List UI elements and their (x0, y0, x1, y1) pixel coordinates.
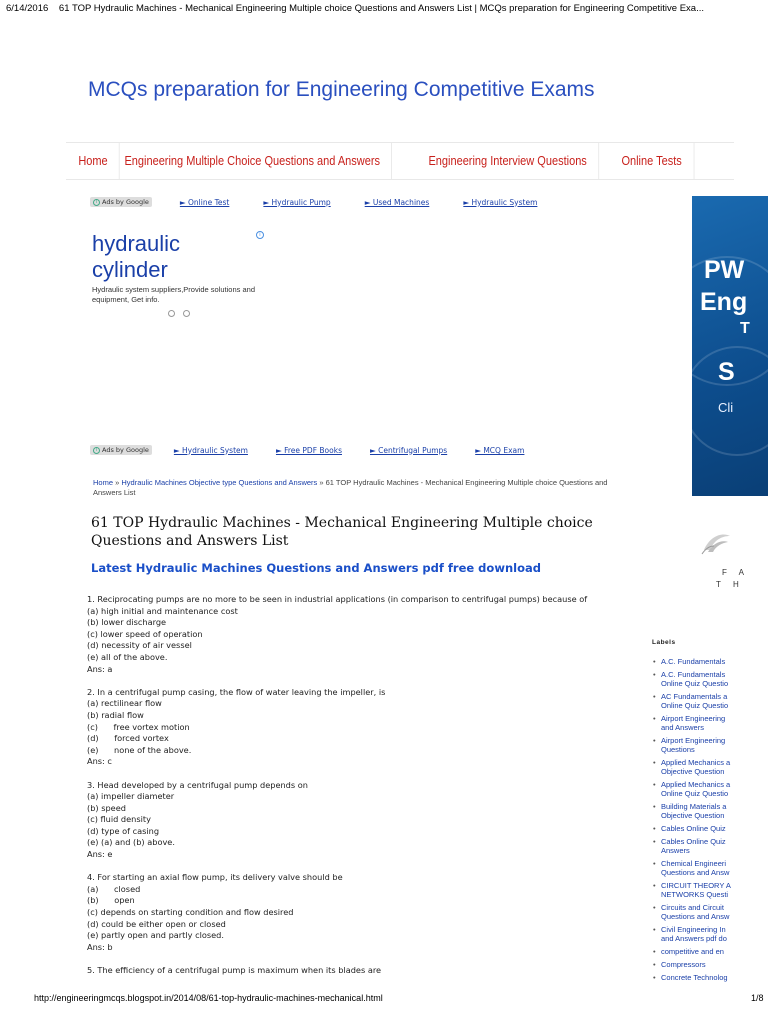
label-link[interactable]: • Airport Engineering and Answers (651, 714, 733, 732)
label-link[interactable]: • Applied Mechanics a Objective Question (651, 758, 733, 776)
ad-link[interactable]: ► Hydraulic Pump (263, 197, 331, 207)
option: (e) (a) and (b) above. (87, 837, 175, 848)
option: (e) none of the above. (87, 744, 192, 755)
ads-row-top (90, 196, 571, 208)
question-text: 5. The efficiency of a centrifugal pump is maximum when its blades are (87, 965, 382, 975)
ad-link[interactable]: ► Free PDF Books (275, 445, 342, 455)
labels-list (651, 657, 733, 986)
sidebar-banner-ad[interactable] (692, 196, 768, 496)
breadcrumb-current: 61 TOP Hydraulic Machines - Mechanical Engineering Multiple choice Questions and Answers List (93, 478, 608, 497)
ads-by-google-badge[interactable]: i Ads by Google (90, 445, 152, 455)
breadcrumb: Home » Hydraulic Machines Objective type Questions and Answers » 61 TOP Hydraulic Machines - Mechanical Engineering Multiple choice Questions and Answers List (93, 478, 608, 497)
nav-home[interactable]: Home (66, 143, 120, 179)
banner-text: T (740, 320, 750, 337)
print-page-title: 61 TOP Hydraulic Machines - Mechanical Engineering Multiple choice Questions and Answers List | MCQs preparation for Engineering Competitive Exa... (58, 3, 704, 14)
nav-engineering-mcq[interactable]: Engineering Multiple Choice Questions and Answers (113, 143, 392, 179)
banner-text: Eng (700, 288, 748, 316)
breadcrumb-home[interactable]: Home (93, 478, 114, 487)
option: (a) impeller diameter (87, 791, 175, 802)
question-text: 3. Head developed by a centrifugal pump depends on (87, 779, 308, 790)
carousel-dot[interactable] (168, 310, 175, 317)
option: (a) closed (87, 883, 141, 894)
ad-link[interactable]: ► MCQ Exam (475, 445, 525, 455)
option: (d) type of casing (87, 825, 160, 836)
adchoices-icon[interactable]: i (256, 231, 264, 239)
question-text: 4. For starting an axial flow pump, its delivery valve should be (87, 872, 343, 883)
question-block (87, 594, 617, 675)
question-text: 2. In a centrifugal pump casing, the flow of water leaving the impeller, is (87, 686, 386, 697)
option: (b) lower discharge (87, 617, 167, 628)
question-text: 1. Reciprocating pumps are no more to be seen in industrial applications (in comparison to centrifugal pumps) because of (87, 594, 588, 604)
label-link[interactable]: • Cables Online Quiz Answers (651, 837, 733, 855)
print-page-number: 1/8 (751, 993, 764, 1003)
option: (c) lower speed of operation (87, 628, 203, 639)
ad-carousel-dots (168, 310, 267, 317)
option: (d) necessity of air vessel (87, 640, 192, 651)
post-body (87, 594, 617, 977)
ad-link[interactable]: ► Hydraulic System (463, 197, 538, 207)
banner-text: S (718, 358, 735, 386)
post-title: 61 TOP Hydraulic Machines - Mechanical Engineering Multiple choice Questions and Answers List (91, 515, 593, 549)
answer: Ans: a (87, 663, 113, 674)
label-link[interactable]: • CIRCUIT THEORY A NETWORKS Questi (651, 881, 733, 899)
ad-title-line2[interactable]: cylinder (92, 257, 168, 282)
carousel-dot[interactable] (183, 310, 190, 317)
option: (b) open (87, 895, 135, 906)
ad-description: Hydraulic system suppliers,Provide solutions and equipment, Get info. (92, 285, 255, 304)
nav-online-tests[interactable]: Online Tests (610, 143, 694, 179)
option: (c) free vortex motion (87, 721, 190, 732)
option: (d) forced vortex (87, 733, 169, 744)
answer: Ans: e (87, 849, 113, 860)
ad-link[interactable]: ► Hydraulic System (173, 445, 248, 455)
option: (a) high initial and maintenance cost (87, 605, 238, 616)
option: (d) could be either open or closed (87, 918, 226, 929)
label-link[interactable]: • Compressors (651, 960, 733, 969)
ad-link[interactable]: ► Online Test (179, 197, 230, 207)
option: (b) speed (87, 802, 126, 813)
sidebar-logo-icon (700, 528, 734, 558)
breadcrumb-category[interactable]: Hydraulic Machines Objective type Questions and Answers (121, 478, 318, 487)
option: (b) radial flow (87, 709, 144, 720)
site-title[interactable]: MCQs preparation for Engineering Competitive Exams (88, 78, 595, 101)
option: (a) rectilinear flow (87, 698, 162, 709)
label-link[interactable]: • Cables Online Quiz (651, 824, 733, 833)
info-icon: i (93, 447, 100, 454)
question-block (87, 872, 617, 953)
post-subtitle: Latest Hydraulic Machines Questions and Answers pdf free download (91, 561, 541, 575)
print-date: 6/14/2016 (6, 3, 49, 14)
print-footer (34, 993, 768, 1005)
labels-heading: Labels (652, 639, 676, 646)
banner-text: PW (704, 256, 745, 284)
label-link[interactable]: • competitive and en (651, 947, 733, 956)
label-link[interactable]: • Concrete Technolog (651, 973, 733, 982)
option: (e) partly open and partly closed. (87, 930, 224, 941)
nav-interview-questions[interactable]: Engineering Interview Questions (417, 143, 599, 179)
sidebar-logo-text: T H (716, 580, 744, 589)
question-block (87, 965, 617, 977)
label-link[interactable]: • Airport Engineering Questions (651, 736, 733, 754)
option: (c) depends on starting condition and flow desired (87, 907, 294, 918)
question-block (87, 780, 617, 861)
ad-link[interactable]: ► Used Machines (364, 197, 430, 207)
label-link[interactable]: • Circuits and Circuit Questions and Answ (651, 903, 733, 921)
sidebar-logo-text: F A (722, 568, 750, 577)
answer: Ans: c (87, 756, 112, 767)
print-url: http://engineeringmcqs.blogspot.in/2014/08/61-top-hydraulic-machines-mechanical.html (34, 993, 383, 1003)
label-link[interactable]: • Applied Mechanics a Online Quiz Questio (651, 780, 733, 798)
ad-block[interactable] (92, 231, 267, 317)
label-link[interactable]: • Civil Engineering In and Answers pdf do (651, 925, 733, 943)
label-link[interactable]: • A.C. Fundamentals (651, 657, 733, 666)
ad-link[interactable]: ► Centrifugal Pumps (369, 445, 448, 455)
question-block (87, 687, 617, 768)
option: (c) fluid density (87, 814, 151, 825)
label-link[interactable]: • AC Fundamentals a Online Quiz Questio (651, 692, 733, 710)
main-nav (66, 142, 734, 180)
ads-by-google-badge[interactable]: i Ads by Google (90, 197, 152, 207)
banner-text: Cli (718, 400, 734, 415)
ads-row-bottom (90, 444, 558, 456)
label-link[interactable]: • Chemical Engineeri Questions and Answ (651, 859, 733, 877)
info-icon: i (93, 199, 100, 206)
label-link[interactable]: • A.C. Fundamentals Online Quiz Questio (651, 670, 733, 688)
option: (e) all of the above. (87, 651, 168, 662)
label-link[interactable]: • Building Materials a Objective Question (651, 802, 733, 820)
print-header (6, 3, 766, 17)
answer: Ans: b (87, 941, 113, 952)
ad-title-line1[interactable]: hydraulic (92, 231, 181, 256)
